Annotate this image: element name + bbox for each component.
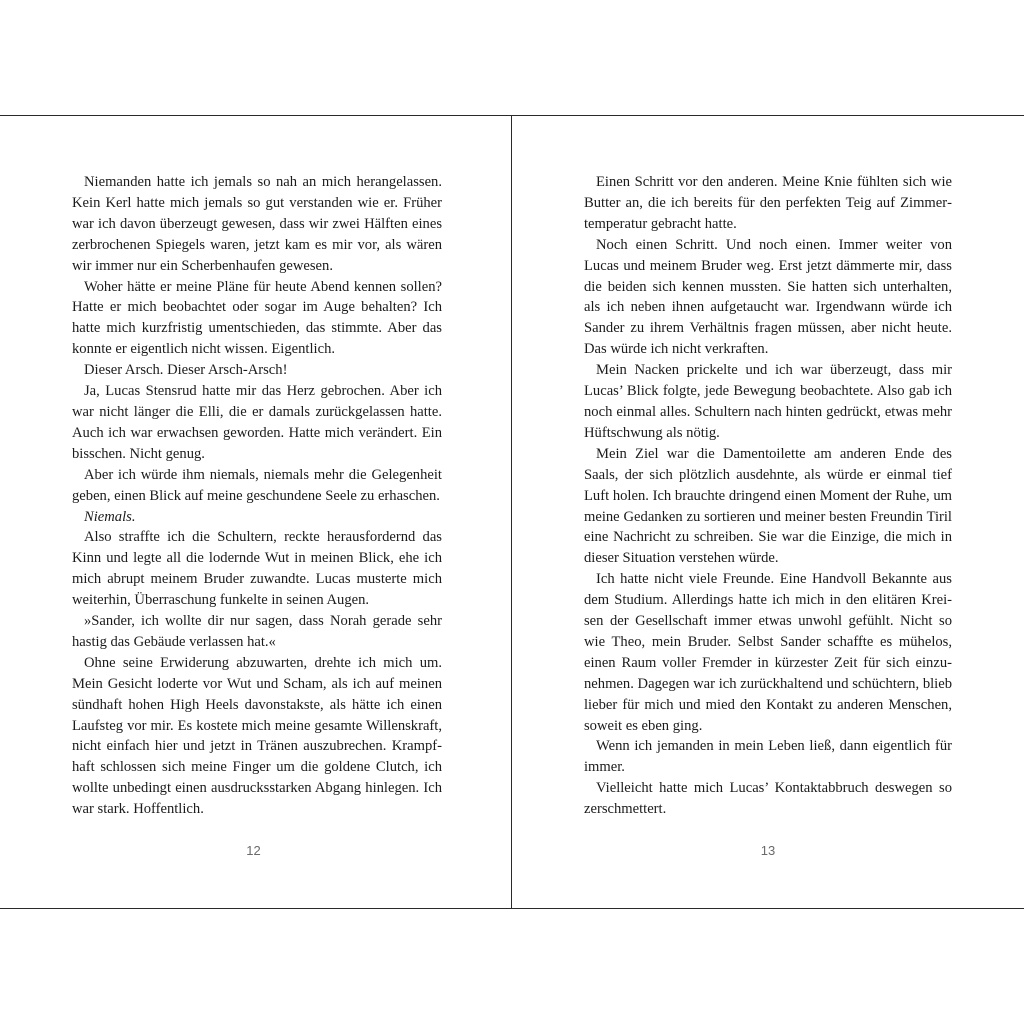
paragraph: Noch einen Schritt. Und noch einen. Immer weiter von Lucas und meinem Bruder weg. Erst jetzt dämmerte mir, dass die beiden sich kennen mussten. Sie hatten sich unterhalten, als ich neben ihnen aufgetaucht war. Irgendwann würde ich Sander zu ihrem Verhältnis fragen müssen, aber nicht heute. Das würde ich nicht verkraften. [584, 236, 952, 358]
paragraph: Aber ich würde ihm niemals, niemals mehr die Gelegenheit geben, einen Blick auf meine geschundene Seele zu erhaschen. [72, 466, 442, 504]
paragraph: Wenn ich jemanden in mein Leben ließ, dann eigentlich für immer. [584, 738, 952, 776]
left-page [0, 116, 511, 908]
page-number-left: 12 [246, 843, 261, 858]
right-page-text [584, 172, 952, 820]
page-number-right: 13 [760, 843, 776, 858]
right-page [512, 116, 1024, 908]
paragraph: Niemanden hatte ich jemals so nah an mich herangelassen. Kein Kerl hatte mich jemals so gut verstanden wie er. Früher war ich davon überzeugt gewesen, dass wir zwei Hälften eines zerbrochenen Spiegels waren, jetzt kam es mir vor, als wären wir immer nur ein Scherbenhaufen gewesen. [72, 174, 442, 274]
paragraph: Ich hatte nicht viele Freunde. Eine Handvoll Bekannte aus dem Studium. Allerdings hatte ich mich in den elitären Kreisen der Gesellschaft immer etwas unwohl gefühlt. Nicht so wie Theo, mein Bruder. Selbst Sander schaffte es mühelos, einen Raum voller Fremder in kürzester Zeit für sich einzunehmen. Dagegen war ich zurückhaltend und schüchtern, blieb lieber für mich und mied den Kontakt zu anderen Menschen, soweit es eben ging. [584, 571, 952, 734]
paragraph: Einen Schritt vor den anderen. Meine Knie fühlten sich wie Butter an, die ich bereits für den perfekten Teig auf Zimmertemperatur gebracht hatte. [584, 174, 952, 232]
paragraph: Mein Nacken prickelte und ich war überzeugt, dass mir Lucas’ Blick folgte, jede Bewegung beobachtete. Also gab ich noch einmal alles. Schultern nach hinten gedrückt, etwas mehr Hüftschwung als nötig. [584, 362, 952, 441]
paragraph: Ja, Lucas Stensrud hatte mir das Herz gebrochen. Aber ich war nicht länger die Elli, die er damals zurückgelassen hatte. Auch ich war erwachsen geworden. Hatte mich verändert. Ein bisschen. Nicht genug. [72, 383, 442, 462]
left-page-text [72, 172, 442, 820]
paragraph: Also straffte ich die Schultern, reckte herausfordernd das Kinn und legte all die lodernde Wut in meinen Blick, ehe ich mich abrupt meinem Bruder zuwandte. Lucas musterte mich weiterhin, Überraschung funkelte in seinen Augen. [72, 529, 442, 609]
paragraph: Niemals. [84, 508, 136, 525]
paragraph: Ohne seine Erwiderung abzuwarten, drehte ich mich um. Mein Gesicht loderte vor Wut und Scham, als ich auf meinen sündhaft hohen High Heels davonstakste, als hätte ich einen Laufsteg vor mir. Es kostete mich meine gesamte Willenskraft, nicht einfach hier und jetzt in Tränen auszubrechen. Krampfhaft schlossen sich meine Finger um die goldene Clutch, ich wollte unbedingt einen ausdrucksstarken Abgang hinlegen. Ich war stark. Hoffentlich. [72, 654, 442, 818]
paragraph: Dieser Arsch. Dieser Arsch-Arsch! [84, 362, 288, 379]
paragraph: »Sander, ich wollte dir nur sagen, dass Norah gerade sehr hastig das Gebäude verlassen hat.« [72, 613, 442, 650]
paragraph: Vielleicht hatte mich Lucas’ Kontaktabbruch deswegen so zerschmettert. [584, 780, 952, 818]
paragraph: Mein Ziel war die Damentoilette am anderen Ende des Saals, der sich plötzlich ausdehnte, als würde er einmal tief Luft holen. Ich brauchte dringend einen Moment der Ruhe, um meine Gedanken zu sortieren und meiner besten Freundin Tiril eine Nachricht zu schreiben. Sie war die Einzige, die mich in dieser Situation verstehen würde. [584, 445, 952, 567]
book-spread [0, 115, 1024, 909]
paragraph: Woher hätte er meine Pläne für heute Abend kennen sollen? Hatte er mich beobachtet oder sogar im Auge behalten? Ich hatte mich kurzfristig umentschieden, das stimmte. Aber das konnte er eigentlich nicht wissen. Eigentlich. [72, 278, 442, 358]
